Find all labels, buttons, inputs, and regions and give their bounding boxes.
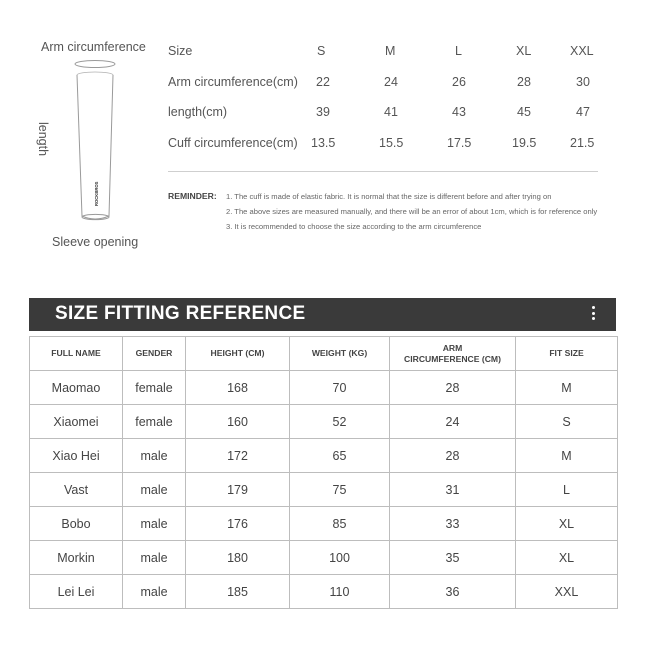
reminder-title: REMINDER: — [168, 191, 217, 201]
more-options-icon[interactable] — [590, 306, 596, 324]
reminder-line-1: 1. The cuff is made of elastic fabric. It is normal that the size is different before and after trying on — [226, 192, 552, 201]
table-cell: Bobo — [30, 507, 123, 541]
table-cell: male — [123, 541, 186, 575]
row-label-length: length(cm) — [168, 105, 228, 119]
table-row — [30, 541, 618, 575]
size-header-label: Size — [168, 44, 193, 58]
arm-sleeve-diagram — [68, 56, 122, 232]
header-fit-size: FIT SIZE — [516, 337, 618, 371]
header-arm-line-1: ARM — [442, 342, 463, 353]
table-cell: 33 — [390, 507, 516, 541]
reminder-line-3: 3. It is recommended to choose the size according to the arm circumference — [226, 222, 482, 231]
fitting-table — [29, 336, 618, 609]
table-cell: 47 — [576, 105, 590, 119]
table-cell: Maomao — [30, 371, 123, 405]
table-cell: 21.5 — [570, 136, 595, 150]
table-header-row — [30, 337, 618, 371]
table-cell: male — [123, 575, 186, 609]
size-col-xxl: XXL — [570, 44, 594, 58]
table-cell: S — [516, 405, 618, 439]
table-cell: 31 — [390, 473, 516, 507]
table-cell: 100 — [290, 541, 390, 575]
table-cell: 17.5 — [447, 136, 472, 150]
table-row — [30, 371, 618, 405]
table-cell: Xiao Hei — [30, 439, 123, 473]
table-cell: 24 — [384, 75, 398, 89]
table-cell: 110 — [290, 575, 390, 609]
brand-mark: ROCKBROS — [94, 181, 99, 206]
table-row — [30, 439, 618, 473]
table-cell: 43 — [452, 105, 466, 119]
table-cell: XL — [516, 507, 618, 541]
table-cell: 36 — [390, 575, 516, 609]
table-cell: female — [123, 371, 186, 405]
table-cell: 160 — [186, 405, 290, 439]
header-weight: WEIGHT (KG) — [290, 337, 390, 371]
table-cell: 28 — [517, 75, 531, 89]
table-cell: 30 — [576, 75, 590, 89]
header-gender: GENDER — [123, 337, 186, 371]
reminder-line-2: 2. The above sizes are measured manually, and there will be an error of about 1cm, which is for reference only — [226, 207, 598, 216]
table-cell: 15.5 — [379, 136, 404, 150]
table-cell: 172 — [186, 439, 290, 473]
table-cell: 24 — [390, 405, 516, 439]
table-cell: 45 — [517, 105, 531, 119]
table-cell: 185 — [186, 575, 290, 609]
table-cell: 65 — [290, 439, 390, 473]
table-cell: 26 — [452, 75, 466, 89]
table-cell: 19.5 — [512, 136, 537, 150]
row-label-cuff-circumference: Cuff circumference(cm) — [168, 136, 298, 150]
divider — [168, 171, 598, 172]
table-cell: 13.5 — [311, 136, 336, 150]
size-col-xl: XL — [516, 44, 532, 58]
header-arm-line-2: CIRCUMFERENCE (CM) — [404, 353, 501, 364]
table-cell: Xiaomei — [30, 405, 123, 439]
table-cell: female — [123, 405, 186, 439]
table-cell: 168 — [186, 371, 290, 405]
table-cell: M — [516, 439, 618, 473]
table-cell: 22 — [316, 75, 330, 89]
table-cell: XL — [516, 541, 618, 575]
table-cell: 70 — [290, 371, 390, 405]
table-cell: male — [123, 507, 186, 541]
table-cell: Lei Lei — [30, 575, 123, 609]
table-cell: 41 — [384, 105, 398, 119]
table-cell: M — [516, 371, 618, 405]
table-cell: 75 — [290, 473, 390, 507]
table-cell: 28 — [390, 439, 516, 473]
length-label: length — [36, 122, 50, 157]
table-cell: Vast — [30, 473, 123, 507]
table-cell: L — [516, 473, 618, 507]
table-row — [30, 405, 618, 439]
table-cell: 176 — [186, 507, 290, 541]
table-row — [30, 473, 618, 507]
table-cell: 179 — [186, 473, 290, 507]
arm-circumference-label: Arm circumference — [41, 40, 146, 54]
header-arm-circumference — [390, 337, 516, 371]
sleeve-opening-label: Sleeve opening — [52, 235, 139, 249]
table-cell: 39 — [316, 105, 330, 119]
size-col-l: L — [455, 44, 462, 58]
table-row — [30, 507, 618, 541]
table-cell: 180 — [186, 541, 290, 575]
table-row — [30, 575, 618, 609]
size-col-s: S — [317, 44, 326, 58]
table-cell: 85 — [290, 507, 390, 541]
fitting-header-band — [29, 298, 616, 331]
table-cell: male — [123, 473, 186, 507]
header-full-name: FULL NAME — [30, 337, 123, 371]
row-label-arm-circumference: Arm circumference(cm) — [168, 75, 298, 89]
table-cell: 28 — [390, 371, 516, 405]
table-cell: XXL — [516, 575, 618, 609]
header-height: HEIGHT (CM) — [186, 337, 290, 371]
table-cell: 35 — [390, 541, 516, 575]
size-col-m: M — [385, 44, 396, 58]
fitting-title: SIZE FITTING REFERENCE — [55, 303, 306, 324]
table-cell: male — [123, 439, 186, 473]
table-cell: 52 — [290, 405, 390, 439]
table-cell: Morkin — [30, 541, 123, 575]
